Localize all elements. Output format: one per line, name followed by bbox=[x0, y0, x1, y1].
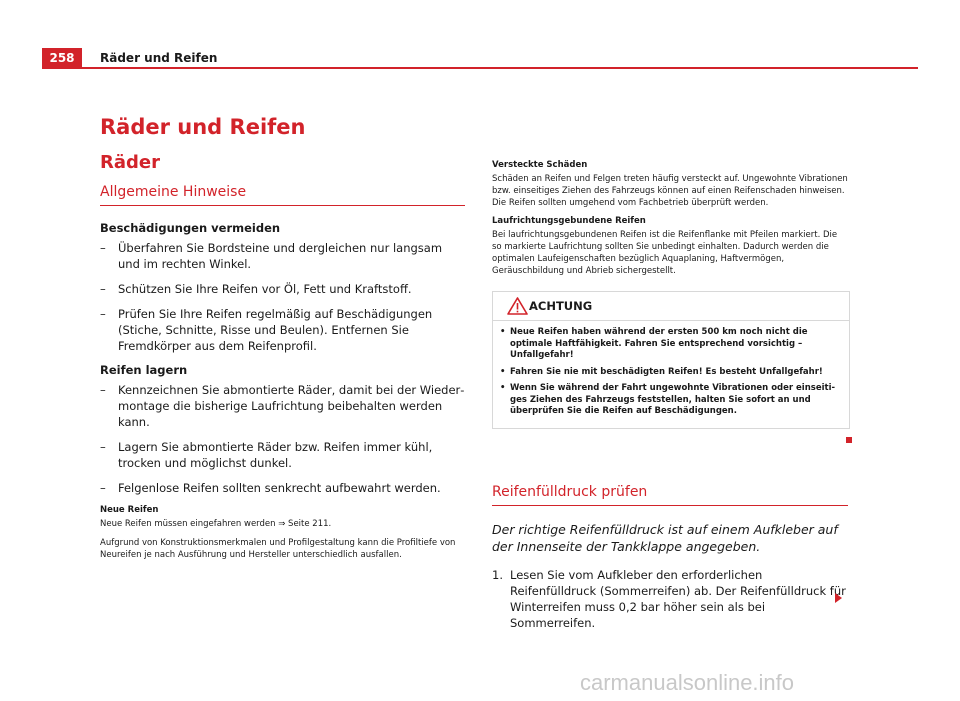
warning-body bbox=[493, 321, 849, 428]
left-column bbox=[100, 115, 465, 568]
list-item: – Überfahren Sie Bordsteine und dergleichen nur langsam und im rechten Winkel. bbox=[100, 240, 465, 272]
section-title: Räder bbox=[100, 152, 160, 173]
warning-header bbox=[493, 292, 849, 321]
list-item: – Lagern Sie abmontierte Räder bzw. Reifen immer kühl, trocken und möglichst dunkel. bbox=[100, 439, 465, 471]
pressure-title: Reifenfülldruck prüfen bbox=[492, 484, 848, 506]
direction-title: Laufrichtungsgebundene Reifen bbox=[492, 216, 646, 226]
running-header-title: Räder und Reifen bbox=[100, 51, 218, 65]
step-number: 1. bbox=[492, 568, 503, 582]
subsection-title: Allgemeine Hinweise bbox=[100, 184, 465, 206]
list-item: – Felgenlose Reifen sollten senkrecht aufbewahrt werden. bbox=[100, 480, 465, 496]
step-text: Lesen Sie vom Aufkleber den erforderlichen Reifenfülldruck (Sommerreifen) ab. Der Reifenfülldruck für Winterreifen muss 0,2 bar höher sein als bei Sommerreifen. bbox=[510, 568, 846, 630]
warning-box bbox=[492, 291, 850, 429]
direction-text: Bei laufrichtungsgebundenen Reifen ist die Reifenflanke mit Pfeilen markiert. Die so markierte Laufrichtung sollten Sie unbedingt einhalten. Dadurch werden die optimalen Laufeigenschaften bezüglich Aquaplaning, Haftvermögen, Geräuschbildung und Abrieb sichergestellt. bbox=[492, 230, 838, 276]
continue-arrow-icon bbox=[835, 593, 842, 603]
pressure-section bbox=[492, 484, 848, 631]
right-column bbox=[492, 158, 848, 429]
hidden-damage-text: Schäden an Reifen und Felgen treten häufig versteckt auf. Ungewohnte Vibrationen bzw. einseitiges Ziehen des Fahrzeugs können auf einen Reifenschaden hinweisen. Die Reifen sollten umgehend vom Fachbetrieb überprüft werden. bbox=[492, 174, 848, 208]
page-number: 258 bbox=[42, 48, 82, 68]
hidden-damage-title: Versteckte Schäden bbox=[492, 160, 588, 170]
list-item: – Schützen Sie Ihre Reifen vor Öl, Fett und Kraftstoff. bbox=[100, 281, 465, 297]
list-item: – Prüfen Sie Ihre Reifen regelmäßig auf Beschädigungen (Stiche, Schnitte, Risse und Beulen). Entfernen Sie Fremdkörper aus dem Reifenprofil. bbox=[100, 306, 465, 354]
new-tires-title: Neue Reifen bbox=[100, 505, 159, 515]
warning-item: • Neue Reifen haben während der ersten 500 km noch nicht die optimale Haftfähigkeit. Fahren Sie entsprechend vorsichtig – Unfallgefahr! bbox=[500, 327, 808, 360]
storage-list bbox=[100, 382, 465, 496]
section-end-marker bbox=[846, 437, 852, 443]
group-title-storage: Reifen lagern bbox=[100, 363, 188, 377]
chapter-title: Räder und Reifen bbox=[100, 115, 306, 139]
warning-title: ACHTUNG bbox=[529, 299, 593, 313]
warning-item: • Fahren Sie nie mit beschädigten Reifen! Es besteht Unfallgefahr! bbox=[500, 366, 823, 377]
step-item bbox=[492, 567, 848, 631]
group-title-damage: Beschädigungen vermeiden bbox=[100, 221, 281, 235]
new-tires-paragraph: Aufgrund von Konstruktionsmerkmalen und Profilgestaltung kann die Profiltiefe von Neureifen je nach Ausführung und Hersteller unterschiedlich ausfallen. bbox=[100, 538, 456, 560]
watermark: carmanualsonline.info bbox=[580, 670, 795, 695]
header-rule bbox=[42, 67, 918, 69]
warning-triangle-icon bbox=[507, 297, 528, 315]
pressure-intro: Der richtige Reifenfülldruck ist auf einem Aufkleber auf der Innenseite der Tankklappe angegeben. bbox=[492, 522, 838, 554]
warning-item: • Wenn Sie während der Fahrt ungewohnte Vibrationen oder einseitiges Ziehen des Fahrzeugs feststellen, halten Sie sofort an und überprüfen Sie die Reifen auf Beschädigungen. bbox=[500, 383, 836, 416]
damage-list bbox=[100, 240, 465, 354]
list-item: – Kennzeichnen Sie abmontierte Räder, damit bei der Wiedermontage die bisherige Laufrichtung beibehalten werden kann. bbox=[100, 382, 465, 430]
new-tires-paragraph: Neue Reifen müssen eingefahren werden ⇒ Seite 211. bbox=[100, 519, 332, 529]
